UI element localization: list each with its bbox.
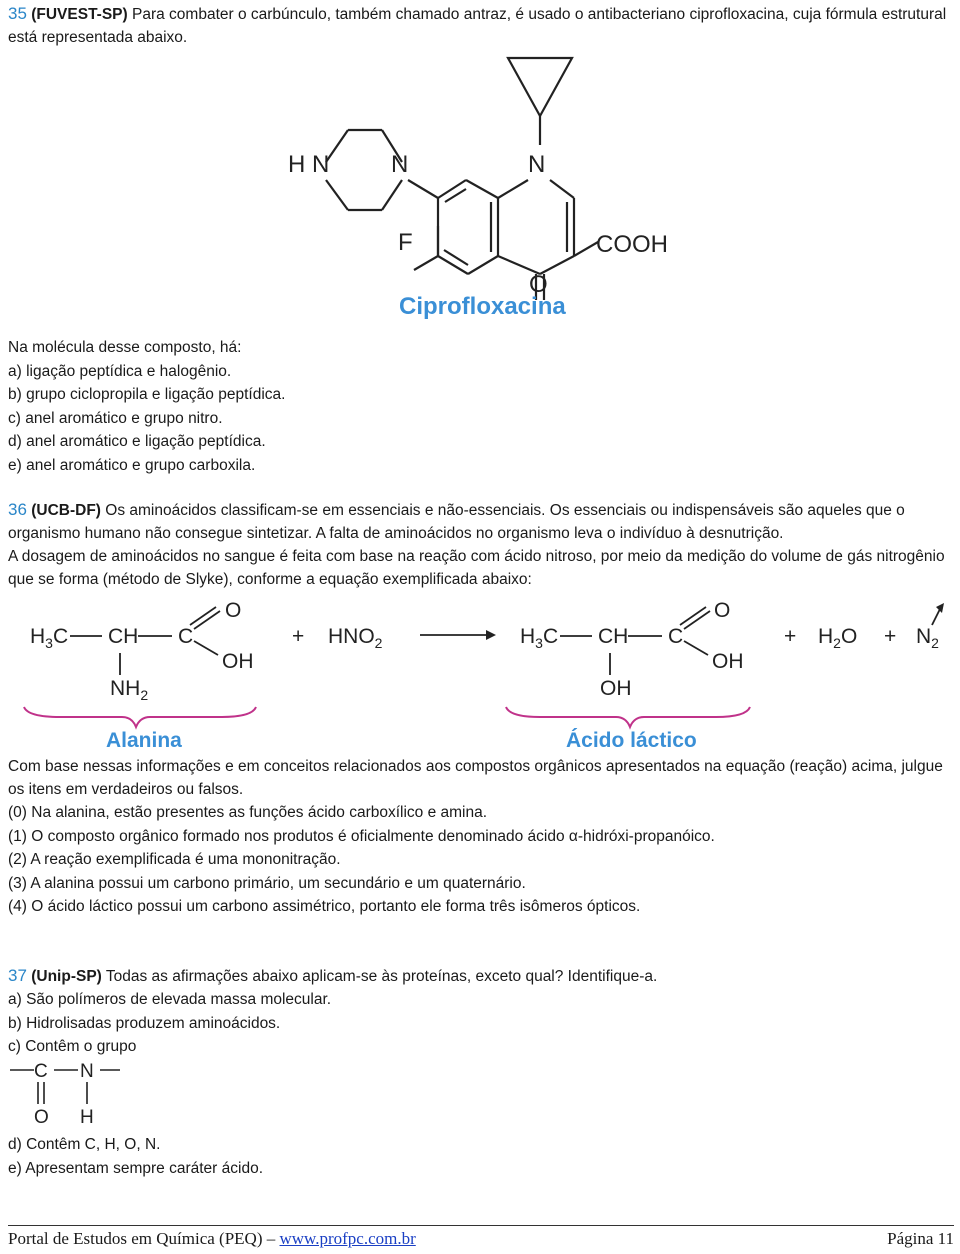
option-c: c) Contêm o grupo — [8, 1038, 137, 1055]
group-n-label: N — [80, 1061, 94, 1082]
question-source: (UCB-DF) — [31, 502, 101, 519]
svg-text:N2: $N_2$ — [916, 625, 939, 651]
q37-intro: Todas as afirmações abaixo aplicam-se às proteínas, exceto qual? Identifique-a. — [105, 968, 658, 985]
f-label: F — [398, 229, 413, 256]
svg-text:C: C — [178, 625, 194, 648]
peptide-group-structure — [8, 1058, 128, 1130]
question-number: 37 — [8, 966, 27, 985]
q35-options — [8, 336, 954, 477]
alanina-label: Alanina — [106, 729, 182, 752]
svg-text:HNO2: $HNO_2$ — [328, 625, 383, 651]
option-a: a) ligação peptídica e halogênio. — [8, 362, 232, 380]
question-source: (FUVEST-SP) — [31, 6, 128, 23]
item-3: (3) A alanina possui um carbono primário, um secundário e um quaternário. — [8, 874, 526, 892]
question-36 — [8, 498, 954, 591]
group-h-label: H — [80, 1107, 94, 1128]
question-number: 35 — [8, 4, 27, 23]
q36-p1 — [8, 498, 954, 545]
option-e: e) Apresentam sempre caráter ácido. — [8, 1159, 264, 1177]
item-0: (0) Na alanina, estão presentes as funções ácido carboxílico e amina. — [8, 804, 488, 821]
svg-text:O: O — [225, 599, 242, 622]
svg-text:OH: OH — [712, 650, 744, 673]
hno2-formula: HNO — [328, 625, 375, 648]
option-d: d) Contêm C, H, O, N. — [8, 1136, 161, 1153]
svg-text:H3C: $H_3C$ — [30, 625, 69, 651]
ciprofloxacina-structure — [280, 50, 700, 325]
item-4: (4) O ácido láctico possui um carbono assimétrico, portanto ele forma três isômeros ópticos. — [8, 898, 641, 915]
reaction-equation — [20, 595, 950, 753]
page-number: Página 11 — [887, 1229, 954, 1248]
n-ring-label: N — [528, 151, 546, 178]
footer-left — [8, 1229, 416, 1249]
o-label: O — [529, 271, 548, 298]
plus-sign-3: + — [884, 625, 897, 648]
plus-sign: + — [292, 625, 305, 648]
svg-text:OH: OH — [222, 650, 254, 673]
structure-caption: Ciprofloxacina — [399, 293, 566, 320]
svg-text:CH: CH — [598, 625, 629, 648]
plus-sign-2: + — [784, 625, 797, 648]
item-1: (1) O composto orgânico formado nos produtos é oficialmente denominado ácido α-hidróxi-propanóico. — [8, 827, 715, 845]
question-number: 36 — [8, 500, 27, 519]
water-formula: H — [818, 625, 834, 648]
option-c: c) anel aromático e grupo nitro. — [8, 409, 223, 427]
n2-formula: N — [916, 625, 932, 648]
group-c-label: C — [34, 1061, 48, 1082]
q36-p3: Com base nessas informações e em conceitos relacionados aos compostos orgânicos apresentados na equação (reação) acima, julgue os itens em verdadeiros ou falsos. — [8, 758, 943, 798]
svg-text:O: O — [714, 599, 731, 622]
q35-intro: Para combater o carbúnculo, também chamado antraz, é usado o antibacteriano ciprofloxacina, cuja fórmula estrutural está representada abaixo. — [8, 6, 947, 46]
q36-text1: Os aminoácidos classificam-se em essenciais e não-essenciais. Os essenciais ou indispensáveis são aqueles que o organismo humano não consegue sintetizar. A falta de aminoácidos no organismo leva o indivíduo à desnutrição. — [8, 502, 905, 542]
group-o-label: O — [34, 1107, 49, 1128]
option-b: b) grupo ciclopropila e ligação peptídica. — [8, 386, 286, 403]
footer-portal-text: Portal de Estudos em Química (PEQ) – — [8, 1229, 276, 1248]
question-37 — [8, 964, 954, 1059]
cooh-label: COOH — [596, 231, 668, 258]
q37-intro-line — [8, 964, 954, 988]
svg-text:C: C — [668, 625, 684, 648]
q35-statement — [8, 2, 954, 49]
footer-link[interactable]: www.profpc.com.br — [279, 1229, 416, 1248]
q35-question: Na molécula desse composto, há: — [8, 339, 242, 356]
hn-label: H N — [288, 151, 330, 178]
question-35 — [8, 2, 954, 49]
question-source: (Unip-SP) — [31, 968, 102, 985]
q36-p2: A dosagem de aminoácidos no sangue é feita com base na reação com ácido nitroso, por meio da medição do volume de gás nitrogênio que se forma (método de Slyke), conforme a equação exemplificada abaixo: — [8, 548, 945, 588]
q37-options-after — [8, 1133, 954, 1180]
lactico-label: Ácido láctico — [566, 729, 697, 752]
svg-text:H2O: $H_2O$ — [818, 625, 858, 651]
svg-text:H3C: $H_3C$ — [520, 625, 559, 651]
svg-text:NH2: $NH_2$ — [110, 677, 149, 703]
svg-text:CH: CH — [108, 625, 139, 648]
q36-items — [8, 755, 954, 919]
page-footer — [8, 1225, 954, 1254]
item-2: (2) A reação exemplificada é uma mononitração. — [8, 851, 341, 868]
option-a: a) São polímeros de elevada massa molecular. — [8, 991, 332, 1008]
option-b: b) Hidrolisadas produzem aminoácidos. — [8, 1014, 281, 1032]
option-d: d) anel aromático e ligação peptídica. — [8, 433, 266, 450]
option-e: e) anel aromático e grupo carboxila. — [8, 456, 256, 474]
svg-text:OH: OH — [600, 677, 632, 700]
n-label: N — [391, 151, 409, 178]
